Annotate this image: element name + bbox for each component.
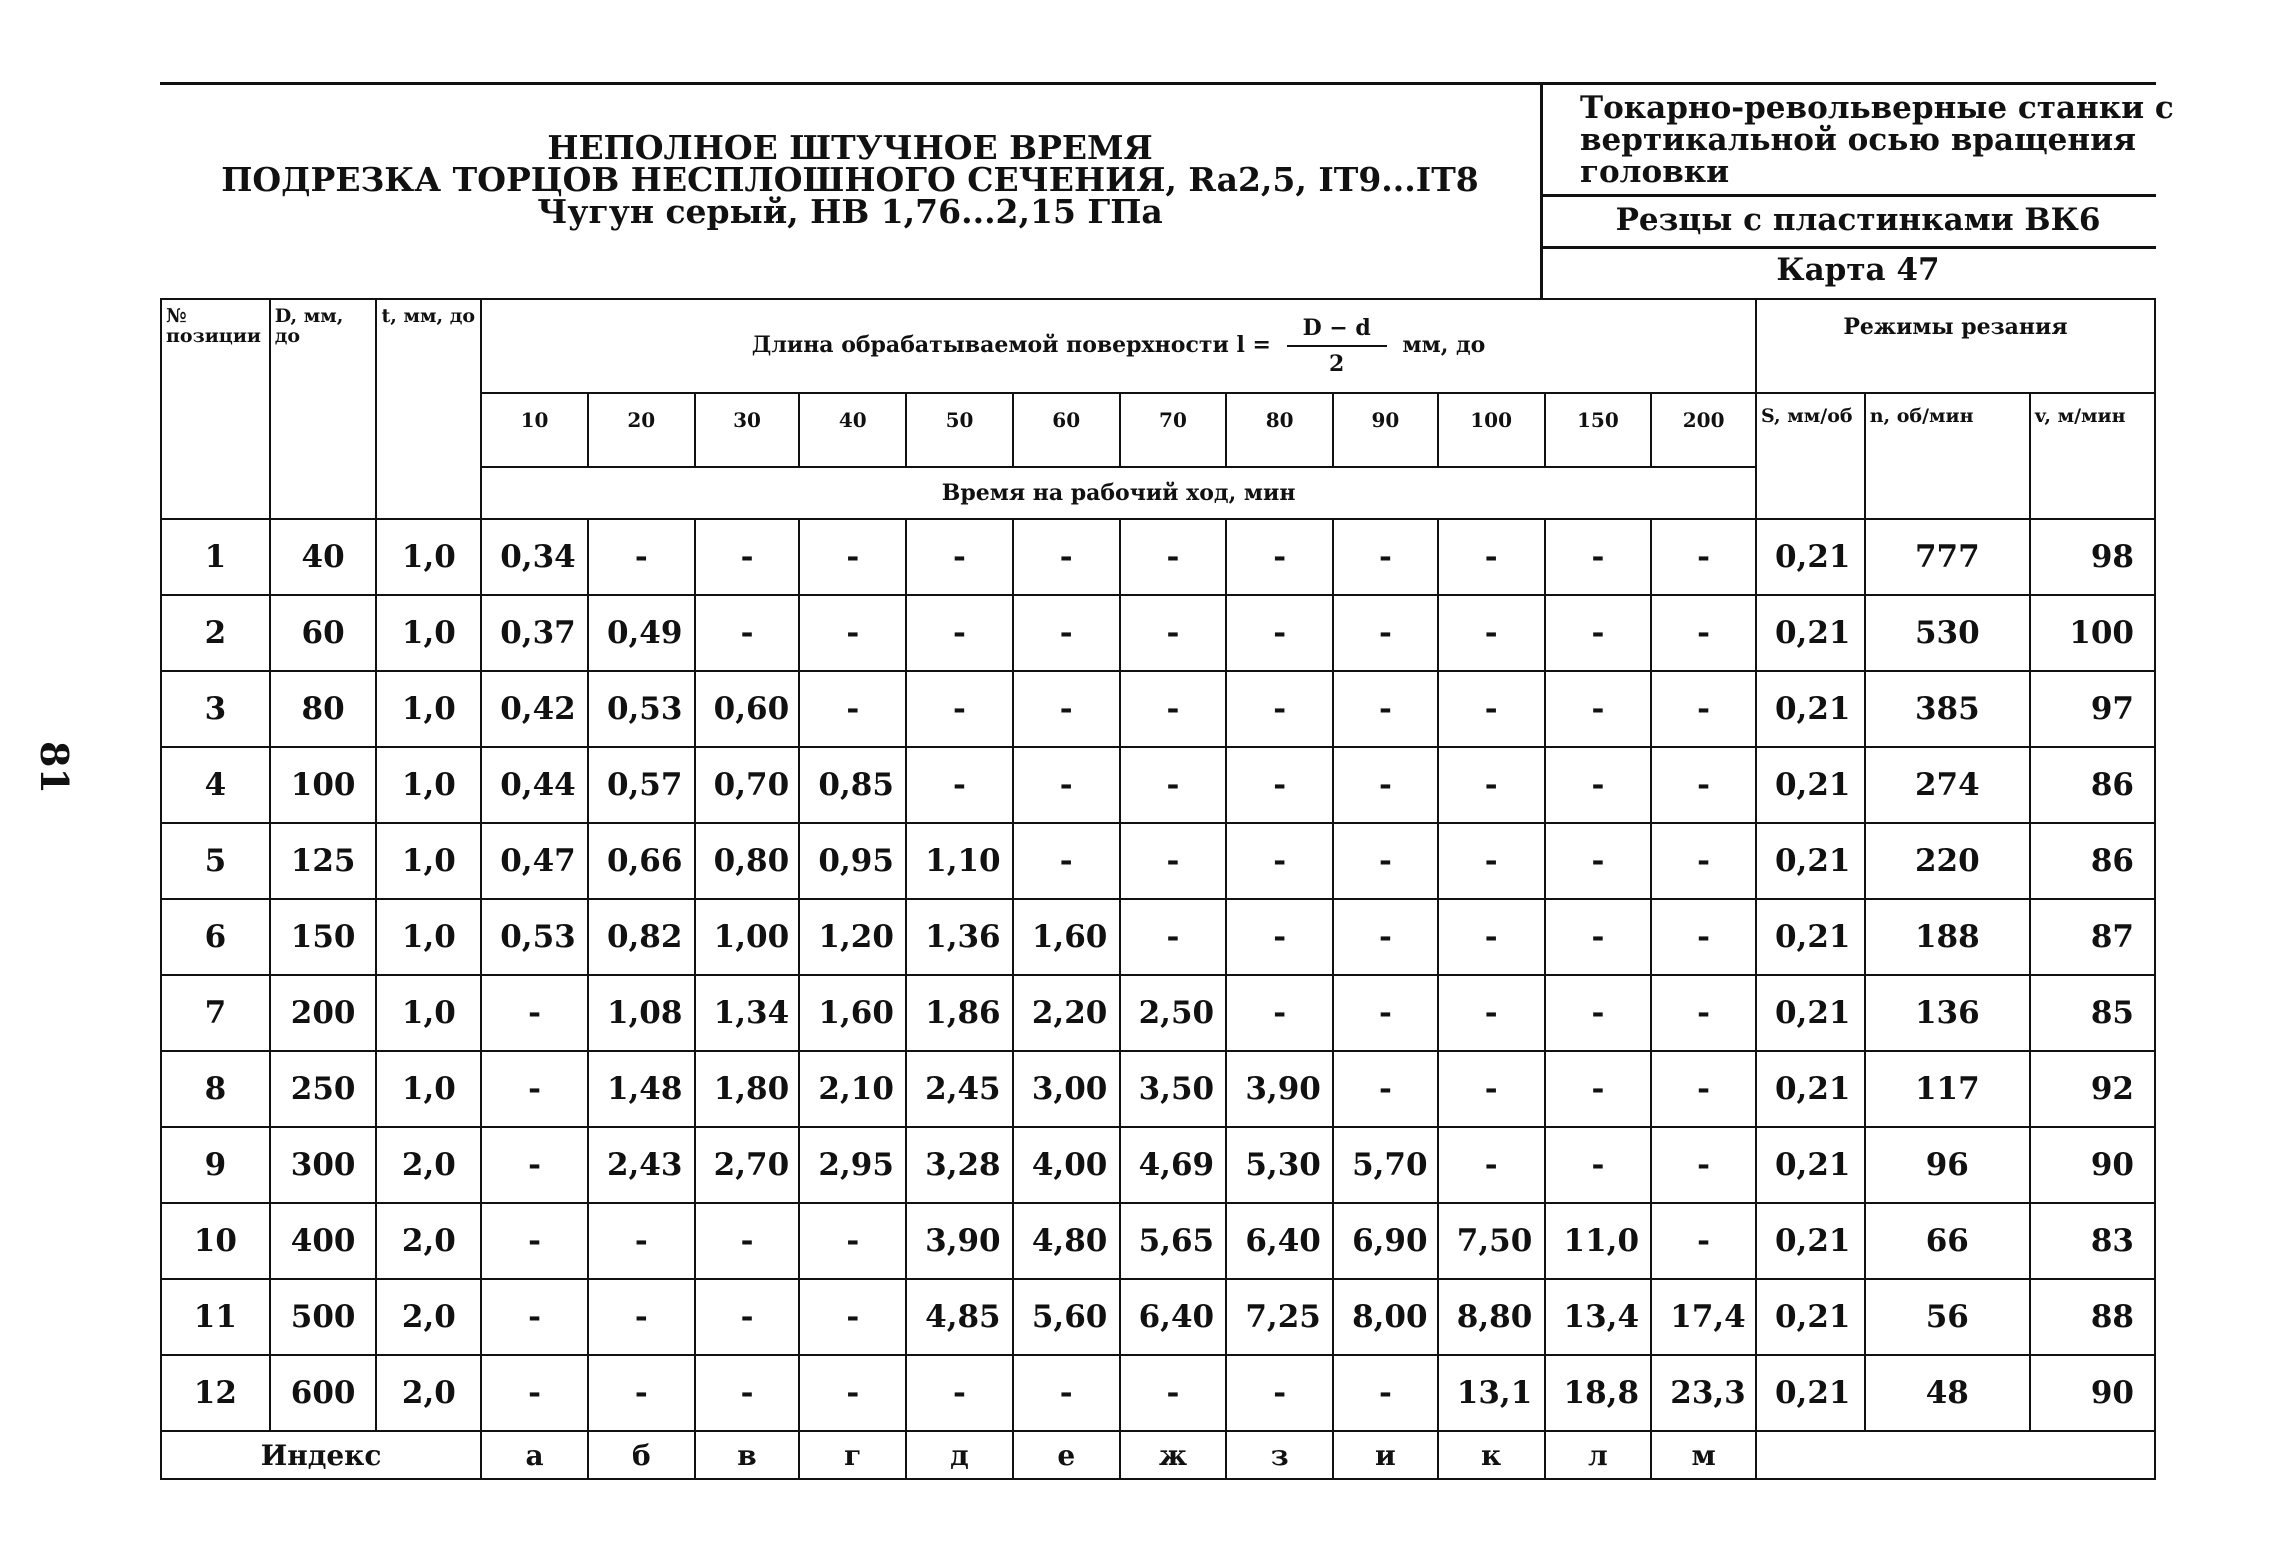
header-length-10: 10 bbox=[481, 393, 588, 467]
time-cell: - bbox=[1333, 519, 1438, 595]
speed-cell: 97 bbox=[2030, 671, 2155, 747]
time-cell: 1,08 bbox=[588, 975, 695, 1051]
time-cell: - bbox=[1333, 595, 1438, 671]
time-cell: - bbox=[588, 1203, 695, 1279]
position-cell: 11 bbox=[161, 1279, 270, 1355]
time-cell: - bbox=[1333, 747, 1438, 823]
position-cell: 12 bbox=[161, 1355, 270, 1431]
time-cell: - bbox=[1333, 1051, 1438, 1127]
header-length-20: 20 bbox=[588, 393, 695, 467]
page-number: 81 bbox=[31, 741, 77, 794]
time-cell: - bbox=[695, 519, 800, 595]
time-cell: 4,69 bbox=[1120, 1127, 1227, 1203]
length-suffix: мм, до bbox=[1402, 332, 1486, 358]
time-cell: - bbox=[1226, 519, 1333, 595]
title-line-2: ПОДРЕЗКА ТОРЦОВ НЕСПЛОШНОГО СЕЧЕНИЯ, Ra2,5, IT9...IT8 bbox=[221, 160, 1479, 199]
time-cell: 0,82 bbox=[588, 899, 695, 975]
table-row bbox=[161, 1203, 2155, 1279]
length-fraction bbox=[1287, 315, 1387, 377]
rpm-cell: 48 bbox=[1865, 1355, 2030, 1431]
time-cell: - bbox=[906, 1355, 1013, 1431]
time-cell: - bbox=[1438, 823, 1545, 899]
time-cell: - bbox=[799, 671, 906, 747]
time-cell: - bbox=[1651, 747, 1756, 823]
time-cell: - bbox=[1545, 899, 1652, 975]
fraction-numerator: D − d bbox=[1287, 315, 1387, 347]
time-cell: 2,70 bbox=[695, 1127, 800, 1203]
time-cell: - bbox=[1120, 823, 1227, 899]
time-cell: 0,44 bbox=[481, 747, 588, 823]
position-cell: 5 bbox=[161, 823, 270, 899]
time-cell: 5,60 bbox=[1013, 1279, 1120, 1355]
time-cell: 8,80 bbox=[1438, 1279, 1545, 1355]
header-length-40: 40 bbox=[799, 393, 906, 467]
speed-cell: 86 bbox=[2030, 747, 2155, 823]
depth-cell: 1,0 bbox=[376, 899, 481, 975]
rpm-cell: 96 bbox=[1865, 1127, 2030, 1203]
diameter-cell: 600 bbox=[270, 1355, 377, 1431]
time-cell: - bbox=[1545, 1051, 1652, 1127]
index-label: Индекс bbox=[161, 1431, 481, 1479]
header-length bbox=[481, 299, 1756, 393]
time-cell: - bbox=[1013, 823, 1120, 899]
feed-cell: 0,21 bbox=[1756, 1127, 1865, 1203]
index-letter: к bbox=[1438, 1431, 1545, 1479]
time-cell: - bbox=[1545, 519, 1652, 595]
feed-cell: 0,21 bbox=[1756, 1203, 1865, 1279]
time-cell: - bbox=[1013, 595, 1120, 671]
time-cell: - bbox=[1438, 1051, 1545, 1127]
time-cell: - bbox=[1226, 823, 1333, 899]
speed-cell: 87 bbox=[2030, 899, 2155, 975]
index-letter: ж bbox=[1120, 1431, 1227, 1479]
time-cell: 0,95 bbox=[799, 823, 906, 899]
rpm-cell: 530 bbox=[1865, 595, 2030, 671]
time-cell: - bbox=[1438, 1127, 1545, 1203]
feed-cell: 0,21 bbox=[1756, 519, 1865, 595]
time-cell: 1,60 bbox=[799, 975, 906, 1051]
time-cell: 0,49 bbox=[588, 595, 695, 671]
index-letter: е bbox=[1013, 1431, 1120, 1479]
time-cell: - bbox=[1013, 747, 1120, 823]
rpm-cell: 56 bbox=[1865, 1279, 2030, 1355]
time-cell: 0,37 bbox=[481, 595, 588, 671]
time-cell: 1,00 bbox=[695, 899, 800, 975]
index-letter: в bbox=[695, 1431, 800, 1479]
time-cell: - bbox=[799, 1279, 906, 1355]
diameter-cell: 125 bbox=[270, 823, 377, 899]
diameter-cell: 300 bbox=[270, 1127, 377, 1203]
depth-cell: 1,0 bbox=[376, 671, 481, 747]
time-cell: 18,8 bbox=[1545, 1355, 1652, 1431]
speed-cell: 100 bbox=[2030, 595, 2155, 671]
header-feed: S, мм/об bbox=[1756, 393, 1865, 519]
position-cell: 4 bbox=[161, 747, 270, 823]
speed-cell: 92 bbox=[2030, 1051, 2155, 1127]
rpm-cell: 220 bbox=[1865, 823, 2030, 899]
time-cell: - bbox=[481, 975, 588, 1051]
time-cell: 6,40 bbox=[1226, 1203, 1333, 1279]
header-length-50: 50 bbox=[906, 393, 1013, 467]
feed-cell: 0,21 bbox=[1756, 1355, 1865, 1431]
time-cell: 2,95 bbox=[799, 1127, 906, 1203]
index-letter: д bbox=[906, 1431, 1013, 1479]
time-cell: - bbox=[695, 1203, 800, 1279]
time-cell: - bbox=[1333, 975, 1438, 1051]
diameter-cell: 60 bbox=[270, 595, 377, 671]
time-cell: - bbox=[588, 1279, 695, 1355]
time-cell: 0,47 bbox=[481, 823, 588, 899]
rpm-cell: 188 bbox=[1865, 899, 2030, 975]
time-cell: - bbox=[1438, 671, 1545, 747]
time-cell: 0,85 bbox=[799, 747, 906, 823]
time-cell: - bbox=[588, 1355, 695, 1431]
time-cell: - bbox=[1120, 899, 1227, 975]
time-cell: 3,50 bbox=[1120, 1051, 1227, 1127]
feed-cell: 0,21 bbox=[1756, 595, 1865, 671]
speed-cell: 85 bbox=[2030, 975, 2155, 1051]
time-cell: 5,70 bbox=[1333, 1127, 1438, 1203]
time-cell: - bbox=[1120, 595, 1227, 671]
depth-cell: 2,0 bbox=[376, 1355, 481, 1431]
time-cell: 17,4 bbox=[1651, 1279, 1756, 1355]
time-cell: 1,86 bbox=[906, 975, 1013, 1051]
time-cell: - bbox=[906, 519, 1013, 595]
time-cell: 0,70 bbox=[695, 747, 800, 823]
table-row bbox=[161, 975, 2155, 1051]
time-cell: - bbox=[1438, 595, 1545, 671]
time-cell: - bbox=[1120, 1355, 1227, 1431]
rpm-cell: 385 bbox=[1865, 671, 2030, 747]
table-row bbox=[161, 519, 2155, 595]
time-cell: - bbox=[481, 1355, 588, 1431]
index-letter: а bbox=[481, 1431, 588, 1479]
time-cell: 2,20 bbox=[1013, 975, 1120, 1051]
index-blank bbox=[1756, 1431, 2155, 1479]
time-cell: - bbox=[1545, 747, 1652, 823]
time-cell: - bbox=[1333, 899, 1438, 975]
time-cell: - bbox=[799, 1355, 906, 1431]
time-cell: - bbox=[481, 1127, 588, 1203]
header-diameter: D, мм, до bbox=[270, 299, 377, 519]
table-row bbox=[161, 1051, 2155, 1127]
position-cell: 10 bbox=[161, 1203, 270, 1279]
time-cell: 1,34 bbox=[695, 975, 800, 1051]
feed-cell: 0,21 bbox=[1756, 975, 1865, 1051]
header-depth: t, мм, до bbox=[376, 299, 481, 519]
feed-cell: 0,21 bbox=[1756, 747, 1865, 823]
time-cell: - bbox=[695, 1355, 800, 1431]
time-cell: - bbox=[1013, 519, 1120, 595]
position-cell: 2 bbox=[161, 595, 270, 671]
rpm-cell: 66 bbox=[1865, 1203, 2030, 1279]
diameter-cell: 400 bbox=[270, 1203, 377, 1279]
time-cell: - bbox=[1333, 823, 1438, 899]
time-cell: 2,45 bbox=[906, 1051, 1013, 1127]
time-cell: - bbox=[1120, 519, 1227, 595]
table-row bbox=[161, 595, 2155, 671]
depth-cell: 2,0 bbox=[376, 1127, 481, 1203]
header-divider bbox=[1540, 82, 1543, 298]
index-letter: г bbox=[799, 1431, 906, 1479]
speed-cell: 88 bbox=[2030, 1279, 2155, 1355]
time-cell: 4,85 bbox=[906, 1279, 1013, 1355]
time-cell: - bbox=[1438, 747, 1545, 823]
table-row bbox=[161, 1355, 2155, 1431]
feed-cell: 0,21 bbox=[1756, 671, 1865, 747]
time-cell: - bbox=[1651, 1127, 1756, 1203]
speed-cell: 83 bbox=[2030, 1203, 2155, 1279]
time-cell: 0,57 bbox=[588, 747, 695, 823]
time-cell: 1,80 bbox=[695, 1051, 800, 1127]
header-time: Время на рабочий ход, мин bbox=[481, 467, 1756, 519]
position-cell: 7 bbox=[161, 975, 270, 1051]
depth-cell: 1,0 bbox=[376, 975, 481, 1051]
time-cell: 1,10 bbox=[906, 823, 1013, 899]
time-cell: 3,00 bbox=[1013, 1051, 1120, 1127]
length-prefix: Длина обрабатываемой поверхности l = bbox=[751, 332, 1271, 358]
table-row bbox=[161, 671, 2155, 747]
time-cell: 11,0 bbox=[1545, 1203, 1652, 1279]
time-cell: - bbox=[906, 595, 1013, 671]
time-cell: 13,1 bbox=[1438, 1355, 1545, 1431]
time-cell: 6,90 bbox=[1333, 1203, 1438, 1279]
time-cell: - bbox=[1333, 1355, 1438, 1431]
time-cell: 2,10 bbox=[799, 1051, 906, 1127]
time-cell: - bbox=[1545, 975, 1652, 1051]
time-cell: - bbox=[1120, 671, 1227, 747]
card-number: Карта 47 bbox=[1776, 252, 1940, 288]
time-cell: 0,53 bbox=[588, 671, 695, 747]
header-rule-2 bbox=[1543, 246, 2156, 249]
position-cell: 8 bbox=[161, 1051, 270, 1127]
feed-cell: 0,21 bbox=[1756, 1279, 1865, 1355]
time-cell: 4,00 bbox=[1013, 1127, 1120, 1203]
speed-cell: 86 bbox=[2030, 823, 2155, 899]
header-length-80: 80 bbox=[1226, 393, 1333, 467]
time-cell: - bbox=[1545, 595, 1652, 671]
speed-cell: 98 bbox=[2030, 519, 2155, 595]
speed-cell: 90 bbox=[2030, 1127, 2155, 1203]
time-cell: - bbox=[799, 1203, 906, 1279]
time-cell: 1,20 bbox=[799, 899, 906, 975]
time-cell: - bbox=[1651, 975, 1756, 1051]
time-cell: - bbox=[1013, 1355, 1120, 1431]
header-length-100: 100 bbox=[1438, 393, 1545, 467]
time-cell: - bbox=[906, 747, 1013, 823]
header-speed: v, м/мин bbox=[2030, 393, 2155, 519]
diameter-cell: 200 bbox=[270, 975, 377, 1051]
header-rpm: n, об/мин bbox=[1865, 393, 2030, 519]
table-row bbox=[161, 747, 2155, 823]
time-cell: 0,34 bbox=[481, 519, 588, 595]
time-cell: - bbox=[1651, 595, 1756, 671]
time-cell: - bbox=[1333, 671, 1438, 747]
time-cell: 3,90 bbox=[906, 1203, 1013, 1279]
table-row bbox=[161, 1127, 2155, 1203]
time-cell: 13,4 bbox=[1545, 1279, 1652, 1355]
time-cell: - bbox=[695, 595, 800, 671]
diameter-cell: 100 bbox=[270, 747, 377, 823]
feed-cell: 0,21 bbox=[1756, 1051, 1865, 1127]
time-cell: 0,53 bbox=[481, 899, 588, 975]
header-length-60: 60 bbox=[1013, 393, 1120, 467]
time-cell: 7,50 bbox=[1438, 1203, 1545, 1279]
rpm-cell: 117 bbox=[1865, 1051, 2030, 1127]
time-cell: - bbox=[1226, 595, 1333, 671]
rpm-cell: 136 bbox=[1865, 975, 2030, 1051]
diameter-cell: 150 bbox=[270, 899, 377, 975]
depth-cell: 1,0 bbox=[376, 595, 481, 671]
header-cutting-modes: Режимы резания bbox=[1756, 299, 2155, 393]
time-cell: 5,65 bbox=[1120, 1203, 1227, 1279]
time-cell: 0,80 bbox=[695, 823, 800, 899]
time-cell: - bbox=[588, 519, 695, 595]
table-row bbox=[161, 899, 2155, 975]
time-cell: 6,40 bbox=[1120, 1279, 1227, 1355]
time-cell: - bbox=[799, 519, 906, 595]
time-cell: 8,00 bbox=[1333, 1279, 1438, 1355]
time-cell: - bbox=[481, 1203, 588, 1279]
header-position: № позиции bbox=[161, 299, 270, 519]
time-cell: - bbox=[1651, 1051, 1756, 1127]
time-cell: 4,80 bbox=[1013, 1203, 1120, 1279]
header-rule-1 bbox=[1543, 194, 2156, 197]
time-cell: - bbox=[481, 1051, 588, 1127]
time-cell: - bbox=[799, 595, 906, 671]
index-letter: и bbox=[1333, 1431, 1438, 1479]
time-cell: - bbox=[1545, 823, 1652, 899]
feed-cell: 0,21 bbox=[1756, 823, 1865, 899]
diameter-cell: 500 bbox=[270, 1279, 377, 1355]
depth-cell: 2,0 bbox=[376, 1203, 481, 1279]
time-cell: - bbox=[1226, 747, 1333, 823]
diameter-cell: 40 bbox=[270, 519, 377, 595]
diameter-cell: 250 bbox=[270, 1051, 377, 1127]
card-header bbox=[160, 82, 2174, 298]
header-length-200: 200 bbox=[1651, 393, 1756, 467]
title-line-1: НЕПОЛНОЕ ШТУЧНОЕ ВРЕМЯ bbox=[547, 128, 1153, 167]
feed-cell: 0,21 bbox=[1756, 899, 1865, 975]
position-cell: 3 bbox=[161, 671, 270, 747]
position-cell: 1 bbox=[161, 519, 270, 595]
time-cell: - bbox=[1651, 823, 1756, 899]
time-cell: 0,42 bbox=[481, 671, 588, 747]
time-cell: 0,60 bbox=[695, 671, 800, 747]
header-length-90: 90 bbox=[1333, 393, 1438, 467]
machine-type: Токарно-револьверные станки с вертикальной осью вращения головки bbox=[1580, 90, 2174, 190]
time-cell: - bbox=[695, 1279, 800, 1355]
header-length-150: 150 bbox=[1545, 393, 1652, 467]
fraction-denominator: 2 bbox=[1329, 351, 1345, 377]
depth-cell: 1,0 bbox=[376, 747, 481, 823]
cutter-type: Резцы с пластинками ВК6 bbox=[1615, 202, 2101, 238]
time-cell: - bbox=[1120, 747, 1227, 823]
time-cell: - bbox=[1226, 1355, 1333, 1431]
time-cell: 3,28 bbox=[906, 1127, 1013, 1203]
time-cell: - bbox=[1438, 899, 1545, 975]
time-cell: - bbox=[1438, 975, 1545, 1051]
time-cell: 0,66 bbox=[588, 823, 695, 899]
time-cell: 7,25 bbox=[1226, 1279, 1333, 1355]
depth-cell: 1,0 bbox=[376, 519, 481, 595]
time-cell: 1,48 bbox=[588, 1051, 695, 1127]
header-top-rule bbox=[160, 82, 2156, 85]
diameter-cell: 80 bbox=[270, 671, 377, 747]
index-letter: л bbox=[1545, 1431, 1652, 1479]
depth-cell: 2,0 bbox=[376, 1279, 481, 1355]
title-line-3: Чугун серый, НВ 1,76...2,15 ГПа bbox=[537, 192, 1163, 231]
time-cell: - bbox=[1438, 519, 1545, 595]
time-cell: - bbox=[1226, 899, 1333, 975]
time-cell: - bbox=[1226, 975, 1333, 1051]
position-cell: 6 bbox=[161, 899, 270, 975]
time-cell: 3,90 bbox=[1226, 1051, 1333, 1127]
header-length-70: 70 bbox=[1120, 393, 1227, 467]
time-cell: 1,60 bbox=[1013, 899, 1120, 975]
header-length-30: 30 bbox=[695, 393, 800, 467]
page-title bbox=[160, 128, 1540, 231]
time-cell: 2,50 bbox=[1120, 975, 1227, 1051]
table-row bbox=[161, 1279, 2155, 1355]
speed-cell: 90 bbox=[2030, 1355, 2155, 1431]
rpm-cell: 777 bbox=[1865, 519, 2030, 595]
table-row bbox=[161, 823, 2155, 899]
index-letter: м bbox=[1651, 1431, 1756, 1479]
index-letter: з bbox=[1226, 1431, 1333, 1479]
position-cell: 9 bbox=[161, 1127, 270, 1203]
time-table bbox=[160, 298, 2156, 1480]
time-cell: - bbox=[1651, 1203, 1756, 1279]
time-cell: - bbox=[1226, 671, 1333, 747]
time-cell: - bbox=[481, 1279, 588, 1355]
index-letter: б bbox=[588, 1431, 695, 1479]
time-cell: 1,36 bbox=[906, 899, 1013, 975]
time-cell: 2,43 bbox=[588, 1127, 695, 1203]
time-cell: - bbox=[1545, 1127, 1652, 1203]
time-cell: - bbox=[1651, 671, 1756, 747]
depth-cell: 1,0 bbox=[376, 823, 481, 899]
time-cell: - bbox=[1651, 519, 1756, 595]
time-cell: 5,30 bbox=[1226, 1127, 1333, 1203]
time-cell: - bbox=[1545, 671, 1652, 747]
time-cell: - bbox=[1013, 671, 1120, 747]
depth-cell: 1,0 bbox=[376, 1051, 481, 1127]
time-cell: - bbox=[1651, 899, 1756, 975]
time-cell: - bbox=[906, 671, 1013, 747]
time-cell: 23,3 bbox=[1651, 1355, 1756, 1431]
rpm-cell: 274 bbox=[1865, 747, 2030, 823]
